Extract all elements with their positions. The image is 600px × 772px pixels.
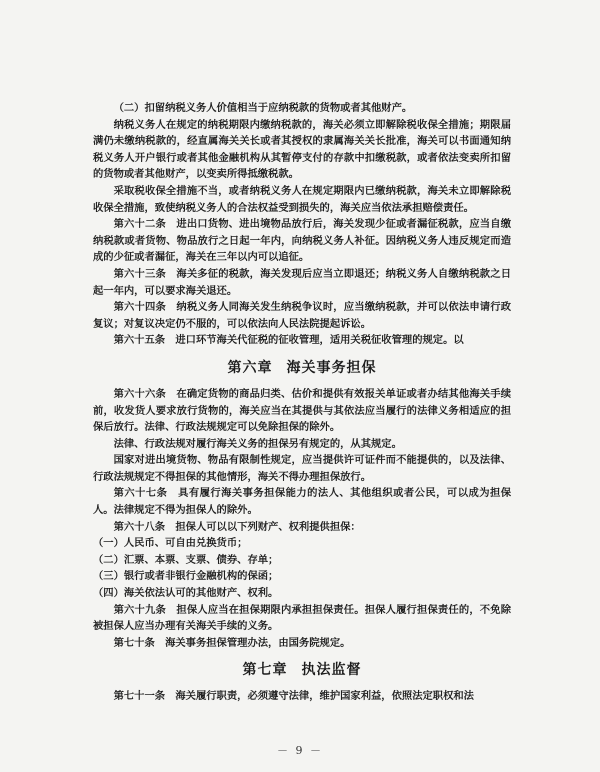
chapter-title: 海关事务担保 bbox=[286, 359, 377, 376]
article-67: 第六十七条 具有履行海关事务担保能力的法人、其他组织或者公民，可以成为担保人。法律规定不得为担保人的除外。 bbox=[93, 487, 511, 517]
chapter-7-heading bbox=[93, 660, 511, 680]
article-71: 第七十一条 海关履行职责，必须遵守法律，维护国家利益，依照法定职权和法 bbox=[113, 690, 474, 703]
chapter-number: 第七章 bbox=[242, 662, 288, 679]
list-item: （四）海关依法认可的其他财产、权利。 bbox=[93, 587, 279, 600]
article-64: 第六十四条 纳税义务人同海关发生纳税争议时，应当缴纳税款，并可以依法申请行政复议；对复议决定仍不服的，可以依法向人民法院提起诉讼。 bbox=[93, 301, 511, 330]
chapter-title: 执法监督 bbox=[301, 662, 362, 679]
article-68: 第六十八条 担保人可以以下列财产、权利提供担保： bbox=[113, 520, 361, 533]
document-body bbox=[93, 100, 511, 705]
article-66: 第六十六条 在确定货物的商品归类、估价和提供有效报关单证或者办结其他海关手续前，收发货人要求放行货物的，海关应当在其提供与其依法应当履行的法律义务相适应的担保后放行。法律、行政法规规定可以免除担保的除外。 bbox=[93, 387, 511, 434]
list-item: （三）银行或者非银行金融机构的保函； bbox=[93, 570, 279, 583]
page-number: － 9 － bbox=[277, 744, 323, 757]
chapter-6-heading bbox=[93, 358, 511, 378]
paragraph: 国家对进出境货物、物品有限制性规定，应当提供许可证件而不能提供的，以及法律、行政法规规定不得担保的其他情形，海关不得办理担保放行。 bbox=[93, 454, 511, 483]
list-item: （二）汇票、本票、支票、债券、存单； bbox=[93, 553, 279, 566]
paragraph: （二）扣留纳税义务人价值相当于应纳税款的货物或者其他财产。 bbox=[113, 102, 413, 114]
article-70: 第七十条 海关事务担保管理办法，由国务院规定。 bbox=[113, 636, 351, 649]
article-62: 第六十二条 进出口货物、进出境物品放行后，海关发现少征或者漏征税款，应当自缴纳税款或者货物、物品放行之日起一年内，向纳税义务人补征。因纳税义务人违反规定而造成的少征或者漏征，海关在三年以内可以追征。 bbox=[93, 218, 511, 264]
paragraph: 采取税收保全措施不当，或者纳税义务人在规定期限内已缴纳税款，海关未立即解除税收保全措施，致使纳税义务人的合法权益受到损失的，海关应当依法承担赔偿责任。 bbox=[93, 184, 511, 214]
paragraph: 法律、行政法规对履行海关义务的担保另有规定的，从其规定。 bbox=[113, 437, 402, 450]
list-item: （一）人民币、可自由兑换货币； bbox=[93, 537, 248, 550]
chapter-number: 第六章 bbox=[227, 359, 273, 376]
paragraph: 纳税义务人在规定的纳税期限内缴纳税款的，海关必须立即解除税收保全措施；期限届满仍未缴纳税款的，经直属海关关长或者其授权的隶属海关关长批准，海关可以书面通知纳税义务人开户银行或者其他金融机构从其暂停支付的存款中扣缴税款，或者依法变卖所扣留的货物或者其他财产，以变卖所得抵缴税款。 bbox=[93, 118, 511, 181]
article-69: 第六十九条 担保人应当在担保期限内承担担保责任。担保人履行担保责任的，不免除被担保人应当办理有关海关手续的义务。 bbox=[93, 603, 511, 633]
article-65: 第六十五条 进口环节海关代征税的征收管理，适用关税征收管理的规定。以 bbox=[113, 334, 464, 347]
article-63: 第六十三条 海关多征的税款，海关发现后应当立即退还；纳税义务人自缴纳税款之日起一年内，可以要求海关退还。 bbox=[93, 267, 511, 297]
